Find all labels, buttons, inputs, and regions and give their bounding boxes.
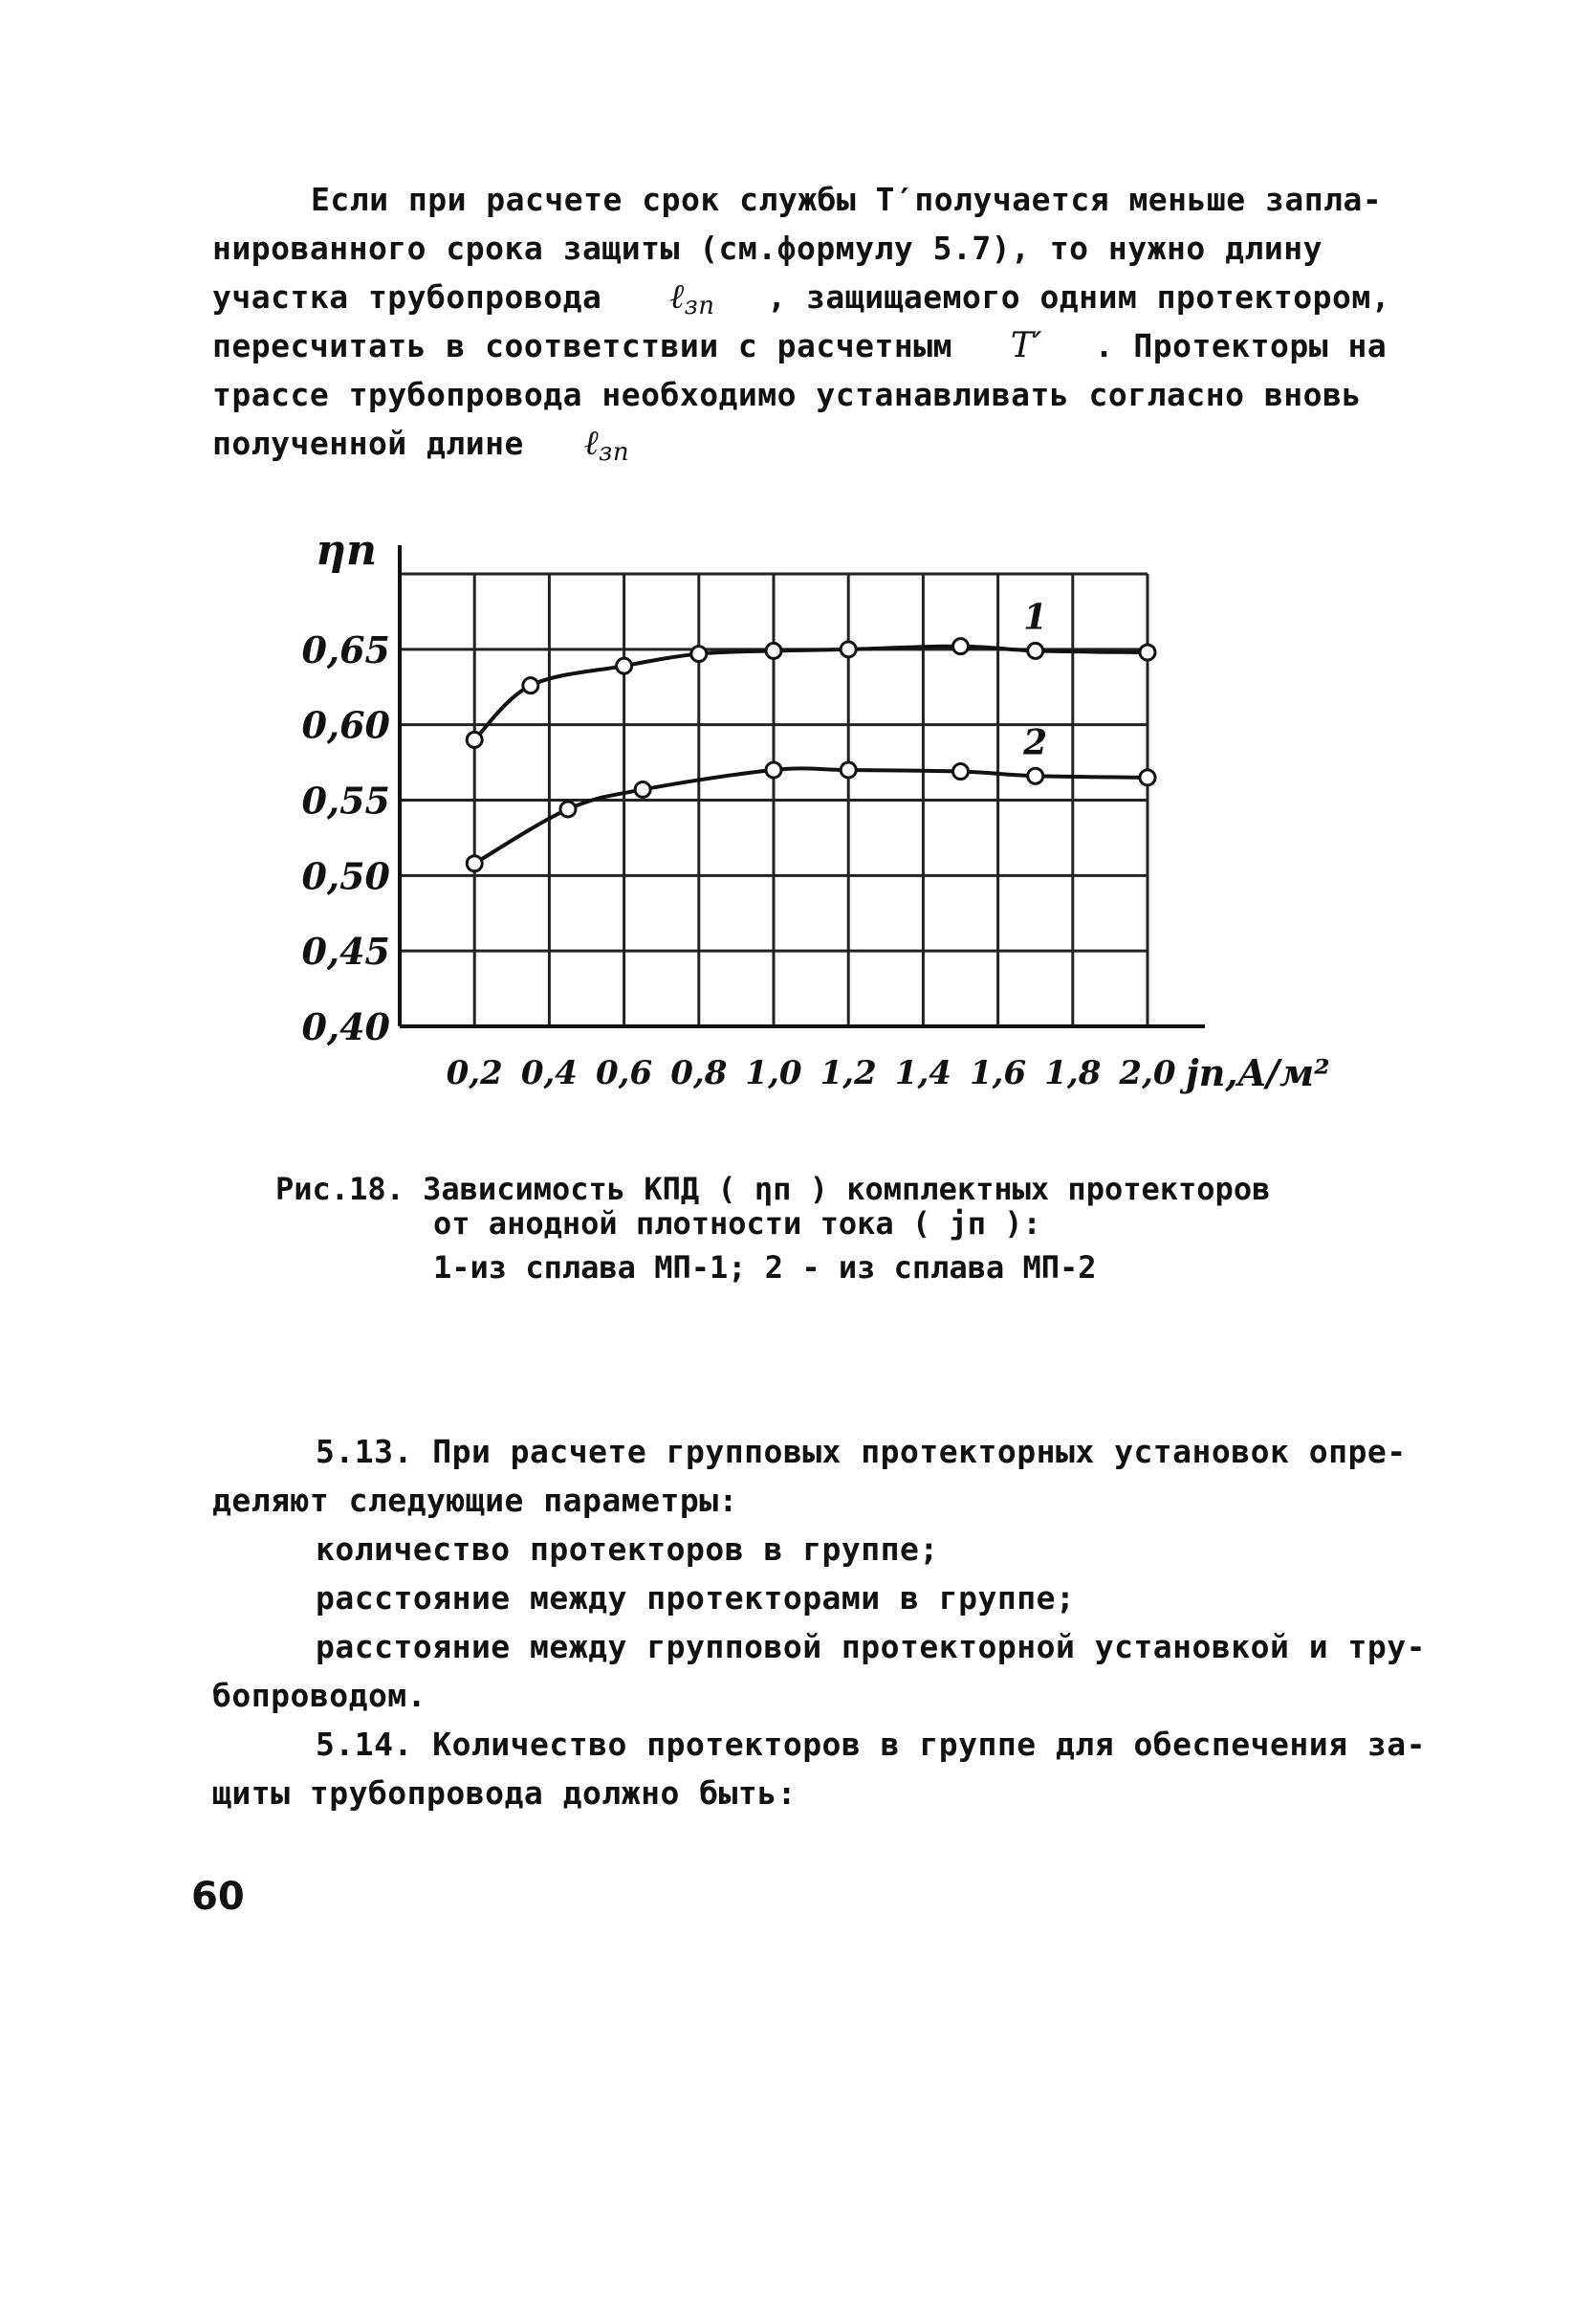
y-tick-label: 0,65 [301,627,390,671]
paragraph-text: , защищаемого одним протектором, [767,278,1391,316]
data-point [635,781,650,797]
section-5-14-line2: щиты трубопровода должно быть: [212,1774,798,1812]
x-tick-label: 2,0 [1119,1054,1176,1092]
figure-caption-line1: Рис.18. Зависимость КПД ( ηп ) комплектных протекторов [275,1171,1271,1207]
y-tick-label: 0,50 [301,854,390,898]
data-point [1140,770,1155,785]
list-item-continued: бопроводом. [212,1677,427,1714]
data-point [841,762,856,778]
list-item: расстояние между протекторами в группе; [316,1579,1076,1617]
x-tick-label: 1,0 [745,1054,802,1092]
x-tick-label: 1,4 [894,1054,951,1092]
paragraph-text: участка трубопровода [212,278,602,316]
data-point [1028,768,1043,783]
paragraph-line: нированного срока защиты (см.формулу 5.7), то нужно длину [212,230,1323,267]
data-point [1140,645,1155,660]
series-label: 2 [1023,722,1048,763]
list-item: расстояние между групповой протекторной установкой и тру- [316,1628,1426,1665]
paragraph-line: трассе трубопровода необходимо устанавливать согласно вновь [212,376,1362,413]
chart-ticks [301,628,1175,1092]
y-axis-title: ηп [316,526,377,575]
data-point [691,647,707,662]
chart-series [467,639,1155,871]
x-tick-label: 1,6 [970,1054,1027,1092]
data-point [953,764,969,780]
length-symbol: ℓ [669,277,685,317]
data-point [841,642,856,657]
length-symbol: ℓ [583,424,600,463]
x-tick-label: 0,8 [670,1054,728,1092]
service-life-symbol: T′ [1010,326,1042,365]
data-point [766,643,781,658]
length-subscript: зп [599,438,630,467]
data-point [467,732,482,747]
paragraph-text: . Протекторы на [1094,327,1388,364]
x-axis-title: jп,A/м² [1186,1051,1330,1094]
length-subscript: зп [684,292,715,320]
x-tick-label: 0,2 [446,1054,503,1092]
chart-labels [316,526,1330,1094]
paragraph-text: полученной длине [212,425,524,462]
efficiency-chart [0,0,1596,1148]
x-tick-label: 1,2 [820,1054,877,1092]
figure-caption-line3: 1-из сплава МП-1; 2 - из сплава МП-2 [433,1249,1097,1286]
series-line-2 [474,768,1148,863]
data-point [1028,643,1043,658]
paragraph-line: Если при расчете срок службы Т′получается меньше запла- [311,181,1383,218]
data-point [523,678,538,693]
x-tick-label: 0,6 [596,1054,653,1092]
data-point [766,762,781,778]
y-tick-label: 0,60 [301,703,390,747]
y-tick-label: 0,40 [301,1005,390,1048]
y-tick-label: 0,45 [301,930,390,974]
section-5-14-line1: 5.14. Количество протекторов в группе для обеспечения за- [316,1726,1426,1763]
data-point [560,802,576,817]
section-5-13-line1: 5.13. При расчете групповых протекторных установок опре- [316,1433,1407,1470]
x-tick-label: 1,8 [1044,1054,1102,1092]
figure-caption-line2: от анодной плотности тока ( jп ): [433,1205,1041,1242]
paragraph-text: пересчитать в соответствии с расчетным [212,327,952,364]
page-number: 60 [191,1875,245,1919]
x-tick-label: 0,4 [520,1054,578,1092]
data-point [953,639,969,654]
data-point [467,856,482,871]
section-5-13-line2: деляют следующие параметры: [212,1482,738,1519]
chart-axes [400,545,1205,1026]
list-item: количество протекторов в группе; [316,1530,939,1568]
data-point [617,658,632,673]
y-tick-label: 0,55 [301,779,390,823]
series-label: 1 [1023,597,1048,638]
